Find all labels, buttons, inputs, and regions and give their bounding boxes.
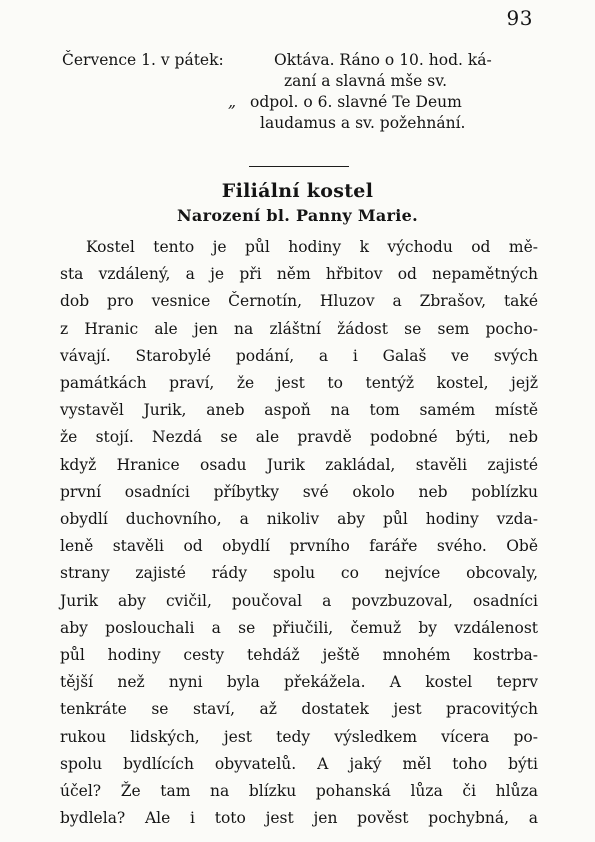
schedule-entry bbox=[62, 92, 535, 134]
text-line: strany zajisté rády spolu co nejvíce obcovaly, bbox=[60, 564, 538, 583]
schedule-line: zaní a slavná mše sv. bbox=[284, 72, 448, 90]
ditto-mark: „ bbox=[227, 93, 236, 111]
text-line: účel? Že tam na blízku pohanská lůza či hlůza bbox=[60, 782, 538, 801]
text-line: vystavěl Jurik, aneb aspoň na tom samém místě bbox=[60, 401, 538, 420]
text-line: leně stavěli od obydlí prvního faráře svého. Obě bbox=[60, 537, 538, 556]
section-subtitle: Narození bl. Panny Marie. bbox=[177, 206, 418, 225]
text-line: vávají. Starobylé podání, a i Galaš ve svých bbox=[60, 346, 538, 365]
text-line: rukou lidských, jest tedy výsledkem vícera po- bbox=[60, 727, 538, 746]
schedule-text bbox=[274, 50, 535, 92]
page-number: 93 bbox=[506, 6, 533, 30]
text-line: sta vzdálený, a je při něm hřbitov od nepamětných bbox=[60, 265, 538, 284]
text-line: Jurik aby cvičil, poučoval a povzbuzoval, osadníci bbox=[60, 591, 538, 610]
text-line: bydlela? Ale i toto jest jen pověst pochybná, a bbox=[60, 809, 538, 828]
text-line: dob pro vesnice Černotín, Hluzov a Zbrašov, také bbox=[60, 292, 538, 311]
text-line: obydlí duchovního, a nikoliv aby půl hodiny vzda- bbox=[60, 510, 538, 529]
text-line: tenkráte se staví, až dostatek jest pracovitých bbox=[60, 700, 538, 719]
section-divider bbox=[249, 166, 349, 167]
section-title: Filiální kostel bbox=[221, 180, 374, 202]
text-line: půl hodiny cesty tehdáž ještě mnohém kostrba- bbox=[60, 646, 538, 665]
body-paragraph bbox=[60, 234, 538, 832]
text-line: první osadníci příbytky své okolo neb poblízku bbox=[60, 482, 538, 501]
text-line: aby poslouchali a se přiučili, čemuž by vzdálenost bbox=[60, 618, 538, 637]
text-line: spolu bydlících obyvatelů. A jaký měl toho býti bbox=[60, 754, 538, 773]
text-line: z Hranic ale jen na zláštní žádost se sem pocho- bbox=[60, 319, 538, 338]
schedule-entry bbox=[62, 50, 535, 92]
schedule-text bbox=[250, 92, 535, 134]
text-line: že stojí. Nezdá se ale pravdě podobné býti, neb bbox=[60, 428, 538, 447]
text-line: když Hranice osadu Jurik zakládal, stavěli zajisté bbox=[60, 455, 538, 474]
text-line: tější než nyni byla překážela. A kostel teprv bbox=[60, 673, 538, 692]
schedule-date: Července 1. v pátek: bbox=[62, 51, 224, 69]
schedule-line: laudamus a sv. požehnání. bbox=[260, 114, 466, 132]
schedule-line: odpol. o 6. slavné Te Deum bbox=[250, 93, 462, 111]
service-schedule bbox=[62, 50, 535, 134]
text-line: Kostel tento je půl hodiny k východu od mě- bbox=[86, 238, 538, 256]
text-line: památkách praví, že jest to tentýž kostel, jejž bbox=[60, 374, 538, 393]
schedule-line: Oktáva. Ráno o 10. hod. ká- bbox=[274, 51, 492, 69]
